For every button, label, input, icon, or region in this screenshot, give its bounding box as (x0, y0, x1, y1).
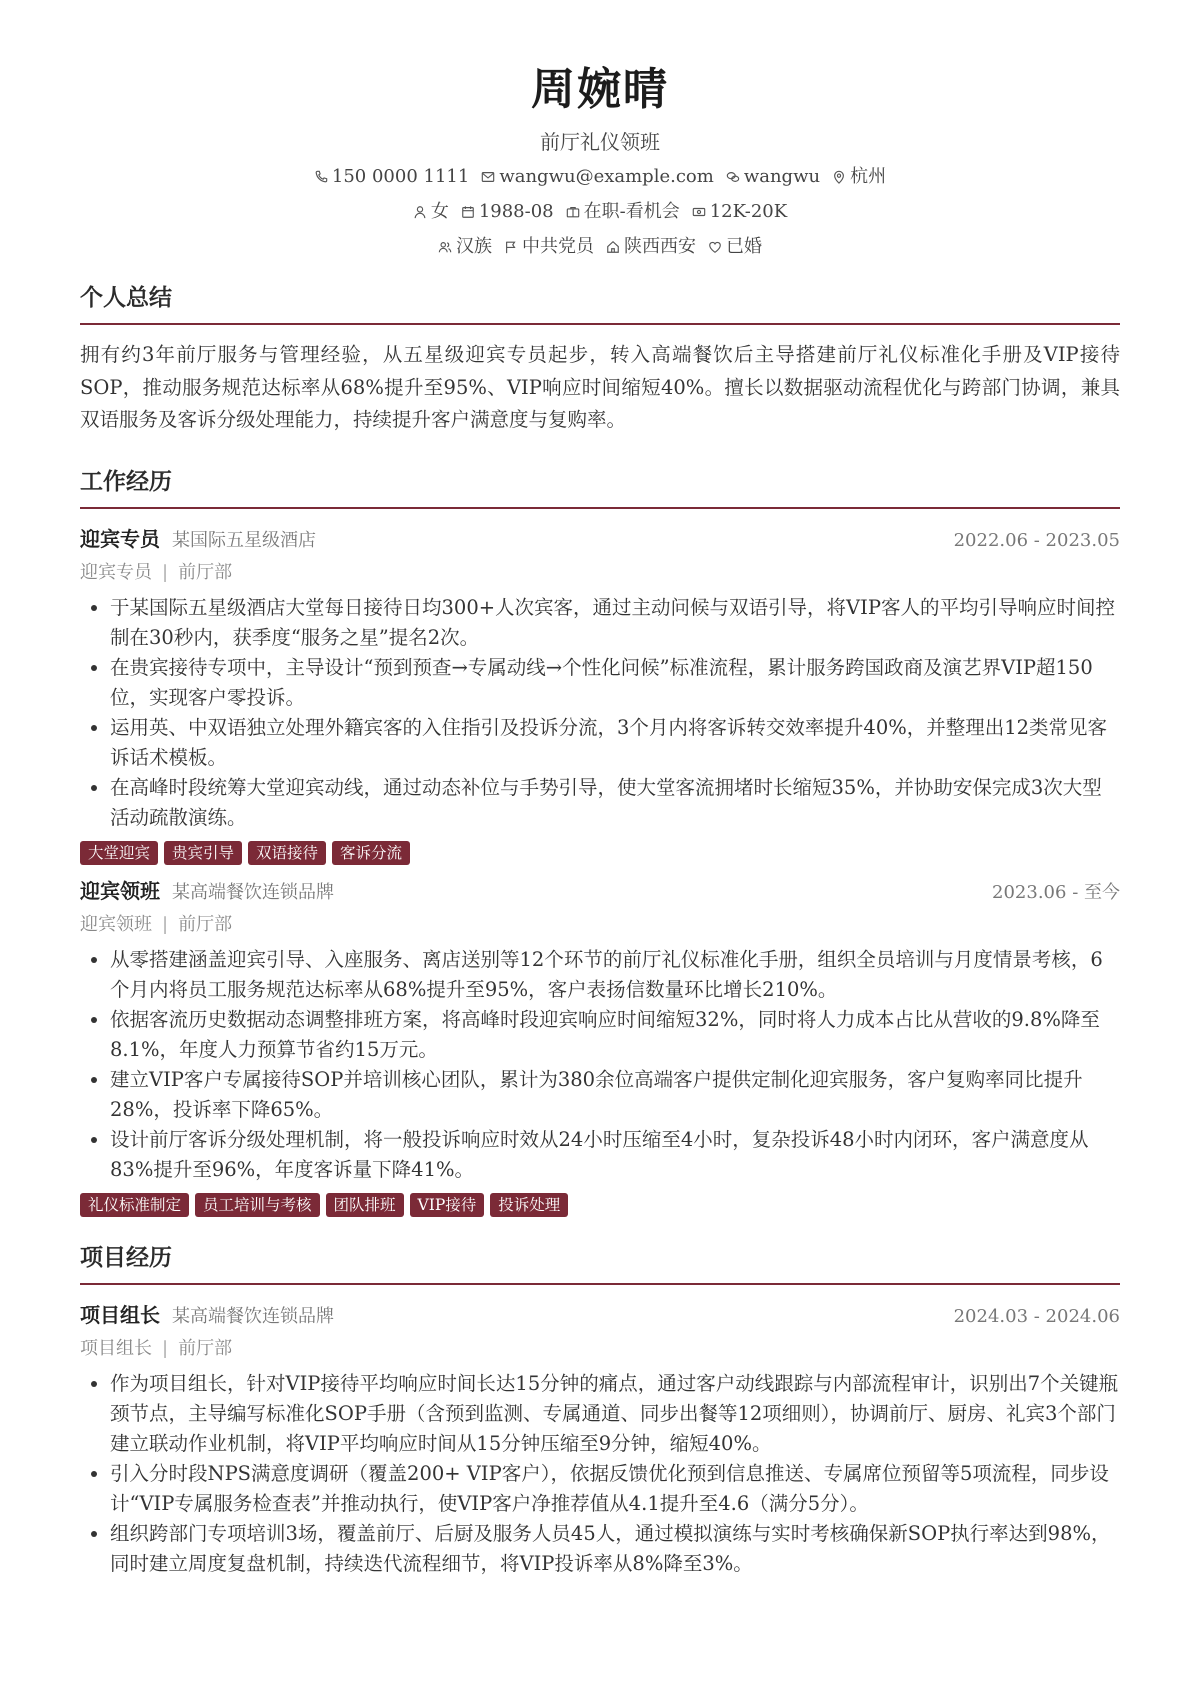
project-section (80, 1243, 1120, 1579)
bullet-item: • 设计前厅客诉分级处理机制，将一般投诉响应时效从24小时压缩至4小时，复杂投诉48小时内闭环，客户满意度从83%提升至96%，年度客诉量下降41%。 (110, 1125, 1120, 1185)
entry-bullets (80, 945, 1120, 1185)
home-icon (606, 240, 620, 254)
project-title: 项目经历 (80, 1243, 1120, 1285)
entry-role: 迎宾领班 (80, 878, 160, 903)
briefcase-icon (566, 205, 580, 219)
hometown-text: 陕西西安 (624, 236, 696, 257)
resume-content (80, 62, 1120, 1579)
candidate-name: 周婉晴 (531, 64, 669, 115)
resume-header (80, 62, 1120, 261)
bullet-item: • 依据客流历史数据动态调整排班方案，将高峰时段迎宾响应时间缩短32%，同时将人力成本占比从营收的9.8%降至8.1%，年度人力预算节省约15万元。 (110, 1005, 1120, 1065)
group-icon (438, 240, 452, 254)
separator: | (162, 561, 169, 583)
bullet-item: • 在高峰时段统筹大堂迎宾动线，通过动态补位与手势引导，使大堂客流拥堵时长缩短35%，并协助安保完成3次大型活动疏散演练。 (110, 773, 1120, 833)
contact-row-3 (80, 232, 1120, 261)
contact-row-2 (80, 197, 1120, 226)
entry-bullets (80, 593, 1120, 833)
heart-icon (708, 240, 722, 254)
entry-subline (80, 559, 1120, 587)
entry-header (80, 877, 1120, 907)
bullet-item: • 作为项目组长，针对VIP接待平均响应时间长达15分钟的痛点，通过客户动线跟踪与内部流程审计，识别出7个关键瓶颈节点，主导编写标准化SOP手册（含预到监测、专属通道、同步出餐等12项细则），协调前厅、厨房、礼宾3个部门建立联动作业机制，将VIP平均响应时间从15分钟压缩至9分钟，缩短40%。 (110, 1369, 1120, 1459)
contact-row-1 (80, 162, 1120, 191)
entry-position: 迎宾领班 (80, 913, 152, 935)
entry-subline (80, 911, 1120, 939)
info-gender (413, 197, 449, 226)
bullet-item: • 组织跨部门专项培训3场，覆盖前厅、后厨及服务人员45人，通过模拟演练与实时考核确保新SOP执行率达到98%，同时建立周度复盘机制，持续迭代流程细节，将VIP投诉率从8%降至3%。 (110, 1519, 1120, 1579)
contact-phone (314, 162, 469, 191)
entry-date: 2023.06 - 至今 (992, 881, 1120, 903)
contact-wechat (726, 162, 820, 191)
entry-bullets (80, 1369, 1120, 1579)
info-status (566, 197, 680, 226)
separator: | (162, 913, 169, 935)
wechat-text: wangwu (743, 166, 821, 187)
entry-role: 迎宾专员 (80, 526, 160, 551)
bullet-item: • 运用英、中双语独立处理外籍宾客的入住指引及投诉分流，3个月内将客诉转交效率提升40%，并整理出12类常见客诉话术模板。 (110, 713, 1120, 773)
skill-tag: 团队排班 (326, 1193, 404, 1217)
bullet-item: • 于某国际五星级酒店大堂每日接待日均300+人次宾客，通过主动问候与双语引导，将VIP客人的平均引导响应时间控制在30秒内，获季度“服务之星”提名2次。 (110, 593, 1120, 653)
separator: | (162, 1337, 169, 1359)
work-section (80, 467, 1120, 1217)
entry-left (80, 525, 316, 555)
entry-org: 某国际五星级酒店 (172, 529, 316, 551)
entry-department: 前厅部 (178, 561, 233, 583)
skill-tag: VIP接待 (410, 1193, 485, 1217)
money-icon (692, 205, 706, 219)
skill-tag: 贵宾引导 (164, 841, 242, 865)
bullet-item: • 在贵宾接待专项中，主导设计“预到预查→专属动线→个性化问候”标准流程，累计服务跨国政商及演艺界VIP超150位，实现客户零投诉。 (110, 653, 1120, 713)
phone-icon (314, 170, 328, 184)
ethnicity-text: 汉族 (456, 236, 492, 257)
summary-title: 个人总结 (80, 283, 1120, 325)
entry-header (80, 525, 1120, 555)
mail-icon (481, 170, 495, 184)
person-icon (413, 205, 427, 219)
job-title: 前厅礼仪领班 (540, 130, 660, 154)
bullet-item: • 建立VIP客户专属接待SOP并培训核心团队，累计为380余位高端客户提供定制化迎宾服务，客户复购率同比提升28%，投诉率下降65%。 (110, 1065, 1120, 1125)
project-entry (80, 1301, 1120, 1579)
skill-tag: 礼仪标准制定 (80, 1193, 189, 1217)
status-text: 在职-看机会 (583, 201, 680, 222)
info-political (504, 232, 594, 261)
work-title: 工作经历 (80, 467, 1120, 509)
skill-tag: 投诉处理 (490, 1193, 568, 1217)
entry-position: 迎宾专员 (80, 561, 152, 583)
salary-text: 12K-20K (709, 201, 788, 222)
location-text: 杭州 (850, 166, 887, 187)
contact-location (832, 162, 886, 191)
info-ethnicity (438, 232, 492, 261)
entry-subline (80, 1335, 1120, 1363)
skill-tag: 大堂迎宾 (80, 841, 158, 865)
skill-tag: 客诉分流 (332, 841, 410, 865)
entry-role: 项目组长 (80, 1302, 160, 1327)
phone-text: 150 0000 1111 (331, 166, 470, 187)
birth-text: 1988-08 (478, 201, 554, 222)
bullet-item: • 引入分时段NPS满意度调研（覆盖200+ VIP客户），依据反馈优化预到信息推送、专属席位预留等5项流程，同步设计“VIP专属服务检查表”并推动执行，使VIP客户净推荐值从4.1提升至4.6（满分5分）。 (110, 1459, 1120, 1519)
calendar-icon (461, 205, 475, 219)
skill-tag: 双语接待 (248, 841, 326, 865)
skill-tags (80, 1193, 1120, 1217)
summary-section (80, 283, 1120, 437)
info-hometown (606, 232, 696, 261)
info-birth (461, 197, 554, 226)
contact-email (481, 162, 714, 191)
entry-date: 2022.06 - 2023.05 (953, 529, 1120, 551)
skill-tag: 员工培训与考核 (195, 1193, 320, 1217)
political-text: 中共党员 (522, 236, 594, 257)
entry-left (80, 877, 334, 907)
flag-icon (504, 240, 518, 254)
gender-text: 女 (430, 201, 449, 222)
bullet-item: • 从零搭建涵盖迎宾引导、入座服务、离店送别等12个环节的前厅礼仪标准化手册，组织全员培训与月度情景考核，6个月内将员工服务规范达标率从68%提升至95%，客户表扬信数量环比增长210%。 (110, 945, 1120, 1005)
info-salary (692, 197, 787, 226)
entry-org: 某高端餐饮连锁品牌 (172, 1305, 334, 1327)
entry-header (80, 1301, 1120, 1331)
work-entry (80, 525, 1120, 865)
entry-date: 2024.03 - 2024.06 (953, 1305, 1120, 1327)
location-icon (832, 170, 846, 184)
email-text: wangwu@example.com (499, 166, 714, 187)
entry-position: 项目组长 (80, 1337, 152, 1359)
work-entry (80, 877, 1120, 1217)
entry-department: 前厅部 (178, 1337, 233, 1359)
entry-department: 前厅部 (178, 913, 233, 935)
entry-org: 某高端餐饮连锁品牌 (172, 881, 334, 903)
skill-tags (80, 841, 1120, 865)
summary-text: 拥有约3年前厅服务与管理经验，从五星级迎宾专员起步，转入高端餐饮后主导搭建前厅礼仪标准化手册及VIP接待SOP，推动服务规范达标率从68%提升至95%、VIP响应时间缩短40%。擅长以数据驱动流程优化与跨部门协调，兼具双语服务及客诉分级处理能力，持续提升客户满意度与复购率。 (80, 343, 1120, 431)
entry-left (80, 1301, 334, 1331)
marital-text: 已婚 (726, 236, 762, 257)
info-marital (708, 232, 762, 261)
wechat-icon (726, 170, 740, 184)
